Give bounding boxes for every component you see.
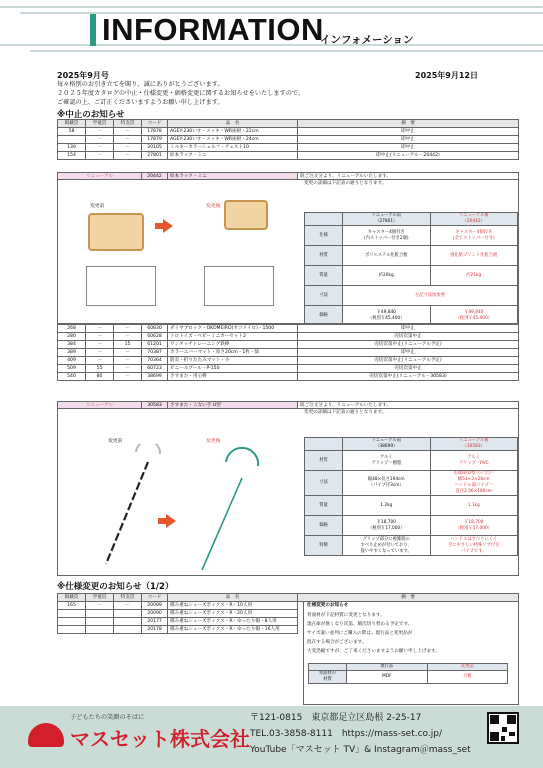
table-cell: カラーエバーマット・厚さ20cm・1枚・緑 <box>168 349 298 357</box>
section-heading-spec-change: ※仕様変更のお知らせ（1/2） <box>57 582 174 592</box>
table-cell: 165 <box>58 602 86 610</box>
table-cell <box>86 618 114 626</box>
table-cell: AGEY-230いす・メッキ・WR座板・22cm <box>168 128 298 136</box>
table-cell: － <box>86 341 114 349</box>
table-cell: 売切次第中止(リニューアル予定) <box>298 357 519 365</box>
table-cell: さすまた・用心棒 <box>168 373 298 381</box>
table-cell: － <box>86 357 114 365</box>
spec-table-1 <box>304 212 518 324</box>
discontinued-table-a <box>57 119 519 160</box>
table-cell <box>86 610 114 618</box>
table-cell: － <box>114 602 142 610</box>
col-name: 品 名 <box>168 120 298 128</box>
renewal-name: さすまた・こない手 U型 <box>168 402 298 410</box>
table-row <box>58 357 519 365</box>
table-cell: 58 <box>58 128 86 136</box>
renewal-detail-1 <box>57 179 519 324</box>
col-code: コード <box>142 120 168 128</box>
spec-cell: グリップ部分に複雑脱の すべり止めが付いており、 扱いやすくなっています。 <box>343 536 431 556</box>
table-cell: 15 <box>114 341 142 349</box>
table-cell: 即中止 <box>298 128 519 136</box>
table-row <box>58 128 519 136</box>
table-cell: 20089 <box>142 602 168 610</box>
spec-change-line: 混在する場合がございます。 <box>307 640 367 645</box>
spec-cell: 約20kg <box>343 266 431 286</box>
decor-line <box>0 6 543 8</box>
table-header <box>58 120 519 128</box>
arrow-icon <box>163 219 173 233</box>
decor-line <box>30 50 543 52</box>
col-school-page: 学童頁 <box>86 120 114 128</box>
table-row <box>58 136 519 144</box>
table-cell: 60723 <box>142 365 168 373</box>
spec-cell: 幅48×長さ194cm （パイプ径3cm） <box>343 471 431 496</box>
table-cell: － <box>86 144 114 152</box>
mat-label: 背面材の 材質 <box>309 671 347 684</box>
renewal-text-line: 変更の詳細は下記表の通りとなります。 <box>304 181 387 186</box>
col-name: 品 名 <box>168 594 298 602</box>
issue-label: 2025年9月号 <box>57 71 109 80</box>
table-cell <box>58 618 86 626</box>
col-page: 掲載頁 <box>58 594 86 602</box>
table-cell: ワンタッチトレーニング鉄棒 <box>168 341 298 349</box>
dimension-drawing-before <box>86 266 156 306</box>
after-label: 変更後 <box>206 439 221 444</box>
table-cell: 27801 <box>142 152 168 160</box>
table-cell: 17879 <box>142 136 168 144</box>
col-code: コード <box>142 594 168 602</box>
mat-new: 合板 <box>427 671 508 684</box>
table-cell: 509 <box>58 365 86 373</box>
table-cell: － <box>86 325 114 333</box>
spec-head-cell: リニューアル前 （27801） <box>343 213 431 226</box>
table-cell: － <box>86 128 114 136</box>
table-cell: － <box>86 349 114 357</box>
table-cell: 20090 <box>142 610 168 618</box>
spec-cell: キャスター4個付き (内ストッパー付き2個) <box>343 226 431 246</box>
product-image-before <box>88 213 144 251</box>
spec-cell: ￥49,840 （税別￥45,400） <box>343 306 431 325</box>
spec-change-detail <box>303 601 519 705</box>
mat-h1: 現行品 <box>347 664 428 671</box>
spec-cell: キャスター4個付き (全てストッパー付き) <box>430 226 518 246</box>
spec-head-cell <box>305 213 343 226</box>
table-cell: － <box>114 357 142 365</box>
table-cell: ミルキーカラーシェルフ・チェスト10 <box>168 144 298 152</box>
table-cell: － <box>114 365 142 373</box>
table-cell: 売切次第中止 <box>298 365 519 373</box>
intro-line: ２０２５年度カタログの中止・仕様変更・価格変更に関するお知らせをいたしますので、 <box>57 90 305 97</box>
table-cell: － <box>114 128 142 136</box>
spec-cell: 強化紙プリント化粧合板 <box>430 246 518 266</box>
renewal-name: 絵本ラック・ミニ <box>168 173 298 181</box>
mat-current: MDF <box>347 671 428 684</box>
spec-row <box>305 226 518 246</box>
spec-cell: 1.2kg <box>343 496 431 516</box>
spec-cell: 仕様 <box>305 226 343 246</box>
page-title: INFORMATION <box>102 12 324 47</box>
col-page: 掲載頁 <box>58 120 86 128</box>
table-cell: 20105 <box>142 144 168 152</box>
renewal-text: 既ご注文分より、リニューアルいたします。 <box>298 402 519 410</box>
col-school-page: 学童頁 <box>86 594 114 602</box>
footer-contact: TEL.03-3858-8111 https://mass-set.co.jp/ <box>250 729 443 739</box>
before-label: 変更前 <box>90 204 105 209</box>
table-row <box>58 373 519 381</box>
col-special-page: 特支頁 <box>114 594 142 602</box>
table-cell: 540 <box>58 373 86 381</box>
table-cell: 即中止 <box>298 325 519 333</box>
table-cell: 60830 <box>142 325 168 333</box>
table-cell: － <box>86 152 114 160</box>
spec-change-line: 大変恐縮ですが、ご了承くださいますようお願い申し上げます。 <box>307 649 440 654</box>
table-cell: － <box>114 152 142 160</box>
spec-change-line: 現在庫が無くなり次第、順次切り替わる予定です。 <box>307 622 413 627</box>
spec-cell: ￥49,840 （税別￥45,400） <box>430 306 518 325</box>
table-cell: 268 <box>58 325 86 333</box>
company-name: マスセット株式会社 <box>70 729 250 751</box>
spec-cell: ポリエステル化粧合板 <box>343 246 431 266</box>
table-cell: 154 <box>58 152 86 160</box>
spec-head-cell <box>305 438 343 451</box>
dimension-drawing-after <box>204 266 274 306</box>
spec-cell: アルミ グリップ＝PVC <box>430 451 518 471</box>
title-accent-bar <box>90 14 96 46</box>
spec-table-2 <box>304 437 518 556</box>
table-cell <box>58 626 86 634</box>
spec-cell: ￥18,700 （税別￥17,000） <box>430 516 518 536</box>
spec-cell: 約21kg <box>430 266 518 286</box>
spec-row <box>305 306 518 325</box>
spec-cell: アルミ グリップ＝樹脂 <box>343 451 431 471</box>
table-cell: 防炎・折りたたみマット・小 <box>168 357 298 365</box>
mat-h2: 変更品 <box>427 664 508 671</box>
col-special-page: 特支頁 <box>114 120 142 128</box>
spec-change-title: 仕様変更のお知らせ <box>307 603 349 608</box>
renewal-tag: リニューアル <box>58 173 142 181</box>
table-cell: － <box>114 333 142 341</box>
spec-cell: 材質 <box>305 451 343 471</box>
spec-cell: ￥18,700 （税別￥17,000） <box>343 516 431 536</box>
table-cell: 55 <box>86 365 114 373</box>
table-cell: － <box>86 136 114 144</box>
footer-sns: YouTube「マスセット TV」& Instagram＠mass_set <box>250 745 471 755</box>
table-cell: 積み重ねシューズボックス・R・ゆったり幅・16人用 <box>168 626 298 634</box>
spec-row <box>305 246 518 266</box>
spec-head-cell: リニューアル後 （20442） <box>430 213 518 226</box>
table-cell: 即中止 <box>298 144 519 152</box>
product-image-after <box>224 200 268 230</box>
table-cell: 389 <box>58 349 86 357</box>
table-cell: － <box>86 602 114 610</box>
table-cell: 17878 <box>142 128 168 136</box>
qr-code-icon <box>487 712 519 744</box>
table-row <box>58 325 519 333</box>
table-cell <box>58 610 86 618</box>
table-cell: ビニールプール・P-150 <box>168 365 298 373</box>
renewal-tag: リニューアル <box>58 402 142 410</box>
table-cell: 280 <box>58 333 86 341</box>
table-cell: ダイヤブロック・OKOMEIRO(オコメイロ)・1500 <box>168 325 298 333</box>
table-row <box>58 333 519 341</box>
table-cell: 70387 <box>142 349 168 357</box>
table-cell: 売切次第中止(リニューアル予定) <box>298 341 519 349</box>
col-note: 摘 要 <box>298 594 519 602</box>
product-image-sasumata <box>78 444 298 574</box>
spec-cell: 寸法 <box>305 286 343 306</box>
table-cell <box>86 626 114 634</box>
table-cell <box>114 626 142 634</box>
table-cell: 即中止(リニューアル・20442) <box>298 152 519 160</box>
table-cell <box>114 610 142 618</box>
table-cell: － <box>114 144 142 152</box>
mat-h0 <box>309 664 347 671</box>
table-cell: 384 <box>58 341 86 349</box>
table-cell: 積み重ねシューズボックス・R・10人用 <box>168 602 298 610</box>
spec-row <box>305 496 518 516</box>
table-cell: 積み重ねシューズボックス・R・ゆったり幅・8人用 <box>168 618 298 626</box>
table-cell: － <box>114 373 142 381</box>
spec-cell: 価格 <box>305 306 343 325</box>
table-cell: － <box>114 349 142 357</box>
spec-row <box>305 286 518 306</box>
spec-head-cell: リニューアル後 （30583） <box>430 438 518 451</box>
table-cell: 80 <box>86 373 114 381</box>
spec-cell: 価格 <box>305 516 343 536</box>
before-label: 変更前 <box>108 439 123 444</box>
publish-date: 2025年9月12日 <box>415 71 478 80</box>
section-heading-discontinued: ※中止のお知らせ <box>57 110 125 120</box>
renewal-text-line: 変更の詳細は下記表の通りとなります。 <box>304 410 387 415</box>
table-cell <box>114 618 142 626</box>
table-cell: 38699 <box>142 373 168 381</box>
table-cell: 売切次第中止(リニューアル・30583) <box>298 373 519 381</box>
table-cell: 61201 <box>142 341 168 349</box>
material-row <box>309 671 508 684</box>
intro-line: 毎々格別のお引き立てを賜り、誠にありがとうございます。 <box>57 81 224 88</box>
table-cell: 20177 <box>142 618 168 626</box>
spec-cell: 質量 <box>305 496 343 516</box>
table-cell: トロトイズ・ベビーミニカーセット2 <box>168 333 298 341</box>
table-cell: 売切次第中止 <box>298 333 519 341</box>
renewal-detail-2 <box>57 408 519 576</box>
spec-cell: 特徴 <box>305 536 343 556</box>
spec-cell: 材質 <box>305 246 343 266</box>
table-cell: 即中止 <box>298 349 519 357</box>
spec-change-line: 背面材が下記材質に変更となります。 <box>307 613 385 618</box>
table-cell: 139 <box>58 144 86 152</box>
spec-cell: 質量 <box>305 266 343 286</box>
renewal-text: 既ご注文分より、リニューアルいたします。 <box>298 173 519 181</box>
table-row <box>58 341 519 349</box>
spec-head <box>305 438 518 451</box>
table-row <box>58 365 519 373</box>
intro-line: ご確認の上、ご訂正くださいますようお願い申し上げます。 <box>57 99 224 106</box>
col-note: 摘 要 <box>298 120 519 128</box>
table-cell: 20178 <box>142 626 168 634</box>
table-cell: 409 <box>58 357 86 365</box>
table-cell: － <box>114 136 142 144</box>
table-cell: AGEY-230いす・メッキ・WR座板・24cm <box>168 136 298 144</box>
material-table <box>308 663 508 684</box>
discontinued-table-b <box>57 324 519 381</box>
table-row <box>58 349 519 357</box>
table-cell: 即中止 <box>298 136 519 144</box>
table-row <box>58 144 519 152</box>
spec-row <box>305 266 518 286</box>
spec-row <box>305 516 518 536</box>
material-head <box>309 664 508 671</box>
table-cell: － <box>114 325 142 333</box>
table-cell: 60628 <box>142 333 168 341</box>
table-cell: 絵本ラック・ミニ <box>168 152 298 160</box>
footer-tagline: 子どもたちの笑顔のそばに <box>70 714 145 721</box>
page-subtitle: インフォメーション <box>320 34 414 46</box>
spec-row <box>305 451 518 471</box>
spec-change-line: サイズ違い並列にご購入の際は、現行品と変更品が <box>307 631 413 636</box>
renewal-code: 30583 <box>142 402 168 410</box>
table-cell: － <box>86 333 114 341</box>
spec-cell: 1.1kg <box>430 496 518 516</box>
table-cell: 70364 <box>142 357 168 365</box>
spec-cell: ハンドルはすべりにくく 手にやさしい特殊リブ付き パイプです。 <box>430 536 518 556</box>
after-label: 変更後 <box>206 204 221 209</box>
table-row <box>58 152 519 160</box>
spec-cell: 寸法 <box>305 471 343 496</box>
spec-row <box>305 536 518 556</box>
footer-address: 〒121-0815 東京都足立区島根 2-25-17 <box>250 713 422 723</box>
table-cell <box>58 136 86 144</box>
spec-cell: 左記寸法図参照 <box>343 286 518 306</box>
spec-row <box>305 471 518 496</box>
renewal-code: 20442 <box>142 173 168 181</box>
table-cell: 積み重ねシューズボックス・R・20人用 <box>168 610 298 618</box>
spec-head <box>305 213 518 226</box>
spec-head-cell: リニューアル前 （38699） <box>343 438 431 451</box>
arrow-icon <box>166 514 176 528</box>
spec-cell: 先端部(U型パイプ)＝ 幅53×3×26cm ハンドル部パイプ＝ 直径2.56×180cm <box>430 471 518 496</box>
